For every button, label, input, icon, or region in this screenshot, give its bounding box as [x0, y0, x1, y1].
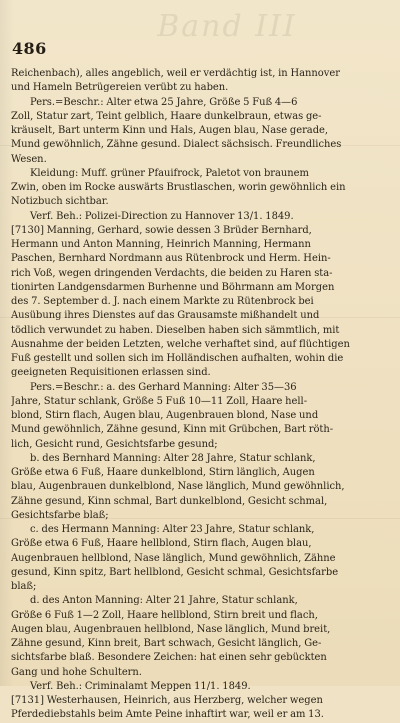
text-line-41: Zähne gesund, Kinn breit, Bart schwach, Gesicht länglich, Ge- [11, 638, 322, 649]
text-line-45: [7131] Westerhausen, Heinrich, aus Herzberg, welcher wegen [11, 695, 323, 706]
text-line-15: rich Voß, wegen dringenden Verdachts, die beiden zu Haren sta- [11, 267, 333, 279]
text-line-35: Augenbrauen hellblond, Nase länglich, Mund gewöhnlich, Zähne [11, 552, 336, 564]
text-line-36: gesund, Kinn spitz, Bart hellblond, Gesicht schmal, Gesichtsfarbe [11, 566, 339, 578]
text-line-38: d. des Anton Manning: Alter 21 Jahre, Statur schlank, [30, 595, 298, 607]
text-line-46: Pferdediebstahls beim Amte Peine inhaftirt war, weil er am 13. [11, 709, 324, 721]
show-through-header: Band III [157, 9, 297, 44]
text-line-24: Jahre, Statur schlank, Größe 5 Fuß 10—11 Zoll, Haare hell- [11, 395, 308, 407]
text-line-33: c. des Hermann Manning: Alter 23 Jahre, Statur schlank, [30, 524, 315, 535]
text-line-30: blau, Augenbrauen dunkelblond, Nase länglich, Mund gewöhnlich, [11, 481, 345, 493]
text-line-37: blaß; [11, 581, 37, 592]
document-body [11, 67, 389, 723]
text-line-11: Verf. Beh.: Polizei-Direction zu Hannover 13/1. 1849. [30, 210, 294, 222]
text-line-27: lich, Gesicht rund, Gesichtsfarbe gesund; [11, 438, 218, 450]
text-line-3: Pers.=Beschr.: Alter etwa 25 Jahre, Größe 5 Fuß 4—6 [30, 96, 298, 108]
text-line-10: Notizbuch sichtbar. [11, 196, 109, 208]
text-line-14: Paschen, Bernhard Nordmann aus Rütenbrock und Herm. Hein- [11, 253, 331, 265]
text-line-20: Ausnahme der beiden Letzten, welche verhaftet sind, auf flüchtigen [11, 338, 350, 350]
text-line-18: Ausübung ihres Dienstes auf das Grausamste mißhandelt und [11, 310, 320, 322]
text-line-43: Gang und hohe Schultern. [11, 666, 142, 678]
text-line-7: Wesen. [11, 153, 47, 165]
text-line-17: des 7. September d. J. nach einem Markte zu Rütenbrock bei [11, 296, 314, 307]
scan-texture-line-3 [0, 518, 400, 519]
text-line-40: Augen blau, Augenbrauen hellblond, Nase länglich, Mund breit, [11, 623, 331, 635]
text-line-23: Pers.=Beschr.: a. des Gerhard Manning: Alter 35—36 [30, 381, 297, 393]
text-line-28: b. des Bernhard Manning: Alter 28 Jahre, Statur schlank, [30, 452, 316, 464]
text-line-19: tödlich verwundet zu haben. Dieselben haben sich sämmtlich, mit [11, 324, 340, 336]
text-line-25: blond, Stirn flach, Augen blau, Augenbrauen blond, Nase und [11, 410, 319, 421]
text-line-44: Verf. Beh.: Criminalamt Meppen 11/1. 1849. [30, 680, 251, 692]
text-line-13: Hermann und Anton Manning, Heinrich Manning, Hermann [11, 239, 311, 250]
text-line-32: Gesichtsfarbe blaß; [11, 509, 109, 521]
text-line-8: Kleidung: Muff. grüner Pfauifrock, Paletot von braunem [30, 167, 309, 179]
text-line-34: Größe etwa 6 Fuß, Haare hellblond, Stirn flach, Augen blau, [11, 538, 312, 550]
scan-texture-line-2 [0, 317, 400, 318]
text-line-6: Mund gewöhnlich, Zähne gesund. Dialect sächsisch. Freundliches [11, 139, 342, 151]
text-line-12: [7130] Manning, Gerhard, sowie dessen 3 Brüder Bernhard, [11, 224, 312, 236]
text-line-4: Zoll, Statur zart, Teint gelblich, Haare dunkelbraun, etwas ge- [11, 110, 322, 122]
page-number: 486 [12, 39, 47, 58]
text-line-21: Fuß gestellt und sollen sich im Holländischen aufhalten, wohin die [11, 353, 344, 364]
text-line-5: kräuselt, Bart unterm Kinn und Hals, Augen blau, Nase gerade, [11, 125, 329, 136]
text-line-22: geeigneten Requisitionen erlassen sind. [11, 367, 211, 379]
text-line-42: sichtsfarbe blaß. Besondere Zeichen: hat einen sehr gebückten [11, 652, 327, 664]
text-line-31: Zähne gesund, Kinn schmal, Bart dunkelblond, Gesicht schmal, [11, 495, 328, 507]
text-line-1: Reichenbach), alles angeblich, weil er verdächtig ist, in Hannover [11, 68, 340, 79]
scan-texture-line-1 [0, 145, 400, 146]
text-line-29: Größe etwa 6 Fuß, Haare dunkelblond, Stirn länglich, Augen [11, 467, 315, 478]
text-line-39: Größe 6 Fuß 1—2 Zoll, Haare hellblond, Stirn breit und flach, [11, 609, 318, 621]
text-line-2: und Hameln Betrügereien verübt zu haben. [11, 82, 229, 94]
text-line-16: tionirten Landgensdarmen Burhenne und Böhrmann am Morgen [11, 281, 335, 293]
text-line-26: Mund gewöhnlich, Zähne gesund, Kinn mit Grübchen, Bart röth- [11, 424, 334, 436]
text-line-9: Zwin, oben im Rocke auswärts Brustlaschen, worin gewöhnlich ein [11, 182, 346, 193]
